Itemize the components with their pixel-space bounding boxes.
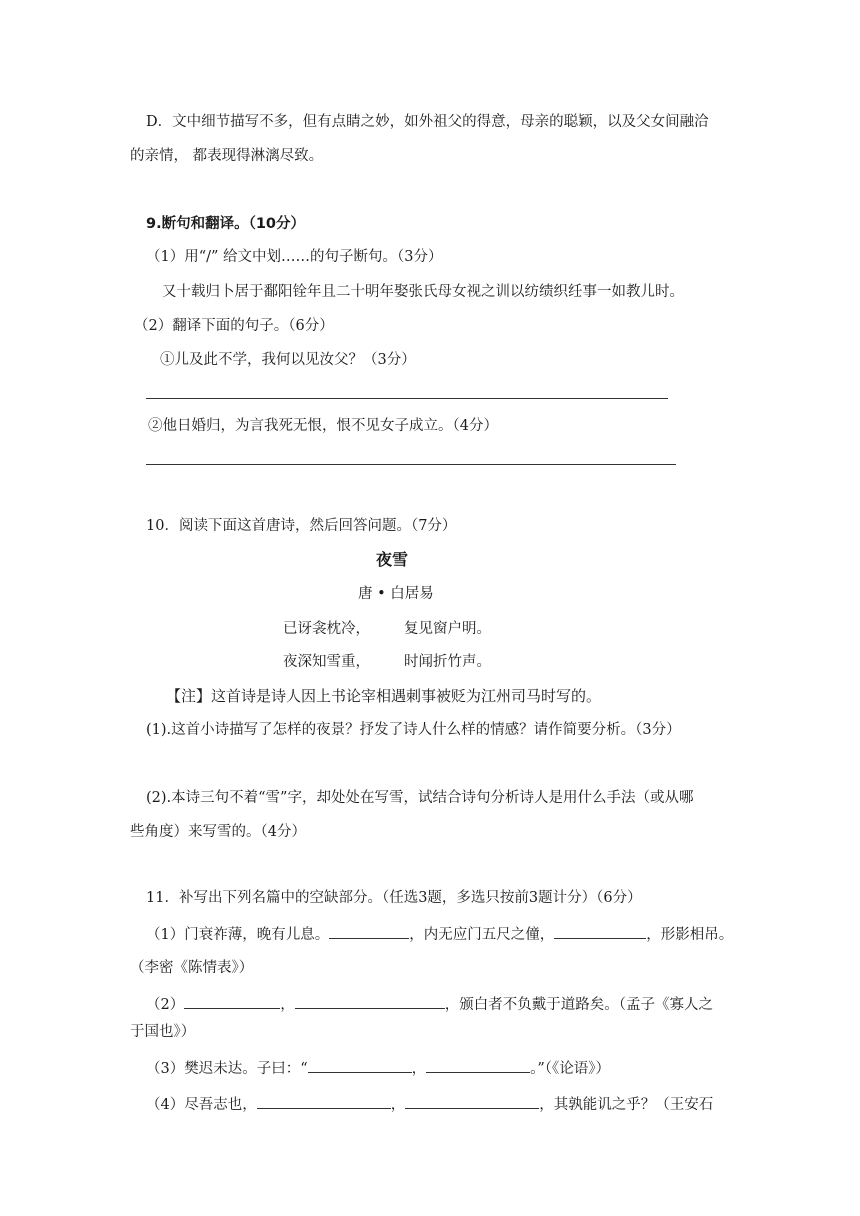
blank-4a[interactable] — [257, 1094, 391, 1109]
blank-1a[interactable] — [329, 924, 409, 939]
item2-text-b: ， — [280, 997, 295, 1013]
q10-sub1: (1).这首小诗描写了怎样的夜景？抒发了诗人什么样的情感？请作简要分析。（3分） — [146, 722, 681, 738]
item1-text-b: ，内无应门五尺之僮， — [409, 927, 555, 943]
item2-text-a: （2） — [146, 997, 185, 1013]
poem-line1a: 已讶衾枕冷， — [283, 621, 370, 637]
q9-part1-prompt: （1）用“/” 给文中划……的句子断句。（3分） — [146, 249, 443, 265]
blank-1b[interactable] — [554, 924, 646, 939]
item2-text-c: ，颁白者不负戴于道路矣。（孟子《寡人之 — [444, 997, 713, 1013]
q9-sentence2: ②他日婚归，为言我死无恨，恨不见女子成立。（4分） — [148, 418, 498, 434]
q11-item3 — [146, 1058, 610, 1079]
poem-line1b: 复见窗户明。 — [404, 621, 491, 637]
poem-note: 【注】这首诗是诗人因上书论宰相遇刺事被贬为江州司马时写的。 — [166, 687, 602, 705]
poem-title: 夜雪 — [375, 550, 408, 569]
blank-3b[interactable] — [426, 1058, 530, 1073]
q9-heading: 9.断句和翻译。（10分） — [146, 216, 306, 232]
q9-part2-prompt: （2）翻译下面的句子。（6分） — [134, 318, 334, 334]
item1-text-c: ，形影相吊。 — [646, 927, 734, 943]
poem-line2a: 夜深知雪重， — [283, 654, 370, 670]
item1-text-a: （1）门衰祚薄，晚有儿息。 — [146, 927, 330, 943]
option-d-line1: D．文中细节描写不多，但有点睛之妙，如外祖父的得意，母亲的聪颖，以及父女间融洽 — [146, 114, 709, 130]
poem-line2b: 时闻折竹声。 — [404, 654, 491, 670]
answer-line-1[interactable] — [146, 398, 668, 399]
blank-2b[interactable] — [295, 994, 445, 1009]
q11-heading: 11．补写出下列名篇中的空缺部分。（任选3题，多选只按前3题计分）（6分） — [146, 890, 642, 906]
item3-text-b: ， — [411, 1061, 427, 1077]
item4-text-c: ，其孰能讥之乎？（王安石 — [539, 1097, 714, 1113]
item1-source: （李密《陈情表》） — [130, 960, 254, 976]
option-d-line2: 的亲情， 都表现得淋漓尽致。 — [130, 148, 324, 164]
item2-source: 于国也》） — [130, 1024, 196, 1040]
blank-3a[interactable] — [308, 1058, 412, 1073]
q9-part1-text: 又十载归卜居于鄱阳铨年且二十明年娶张氏母女视之训以纺绩织纴事一如教儿时。 — [162, 284, 684, 300]
item4-text-a: （4）尽吾志也， — [146, 1097, 257, 1113]
q10-sub2-line2: 些角度）来写雪的。（4分） — [130, 824, 306, 840]
blank-2a[interactable] — [184, 994, 280, 1009]
item3-text-c: 。”（《论语》） — [530, 1061, 611, 1077]
item3-text-a: （3）樊迟未达。子曰：“ — [146, 1061, 308, 1077]
q11-item1 — [146, 924, 733, 945]
q10-heading: 10．阅读下面这首唐诗，然后回答问题。（7分） — [146, 518, 457, 534]
q10-sub2-line1: (2).本诗三句不着“雪”字，却处处在写雪，试结合诗句分析诗人是用什么手法（或从哪 — [146, 790, 694, 806]
q9-sentence1: ①儿及此不学，我何以见汝父？（3分） — [160, 352, 416, 368]
answer-line-2[interactable] — [146, 464, 676, 465]
q11-item2 — [146, 994, 713, 1015]
q11-item4 — [146, 1094, 713, 1115]
blank-4b[interactable] — [405, 1094, 539, 1109]
poem-author: 唐 • 白居易 — [358, 586, 434, 602]
item4-text-b: ， — [390, 1097, 406, 1113]
